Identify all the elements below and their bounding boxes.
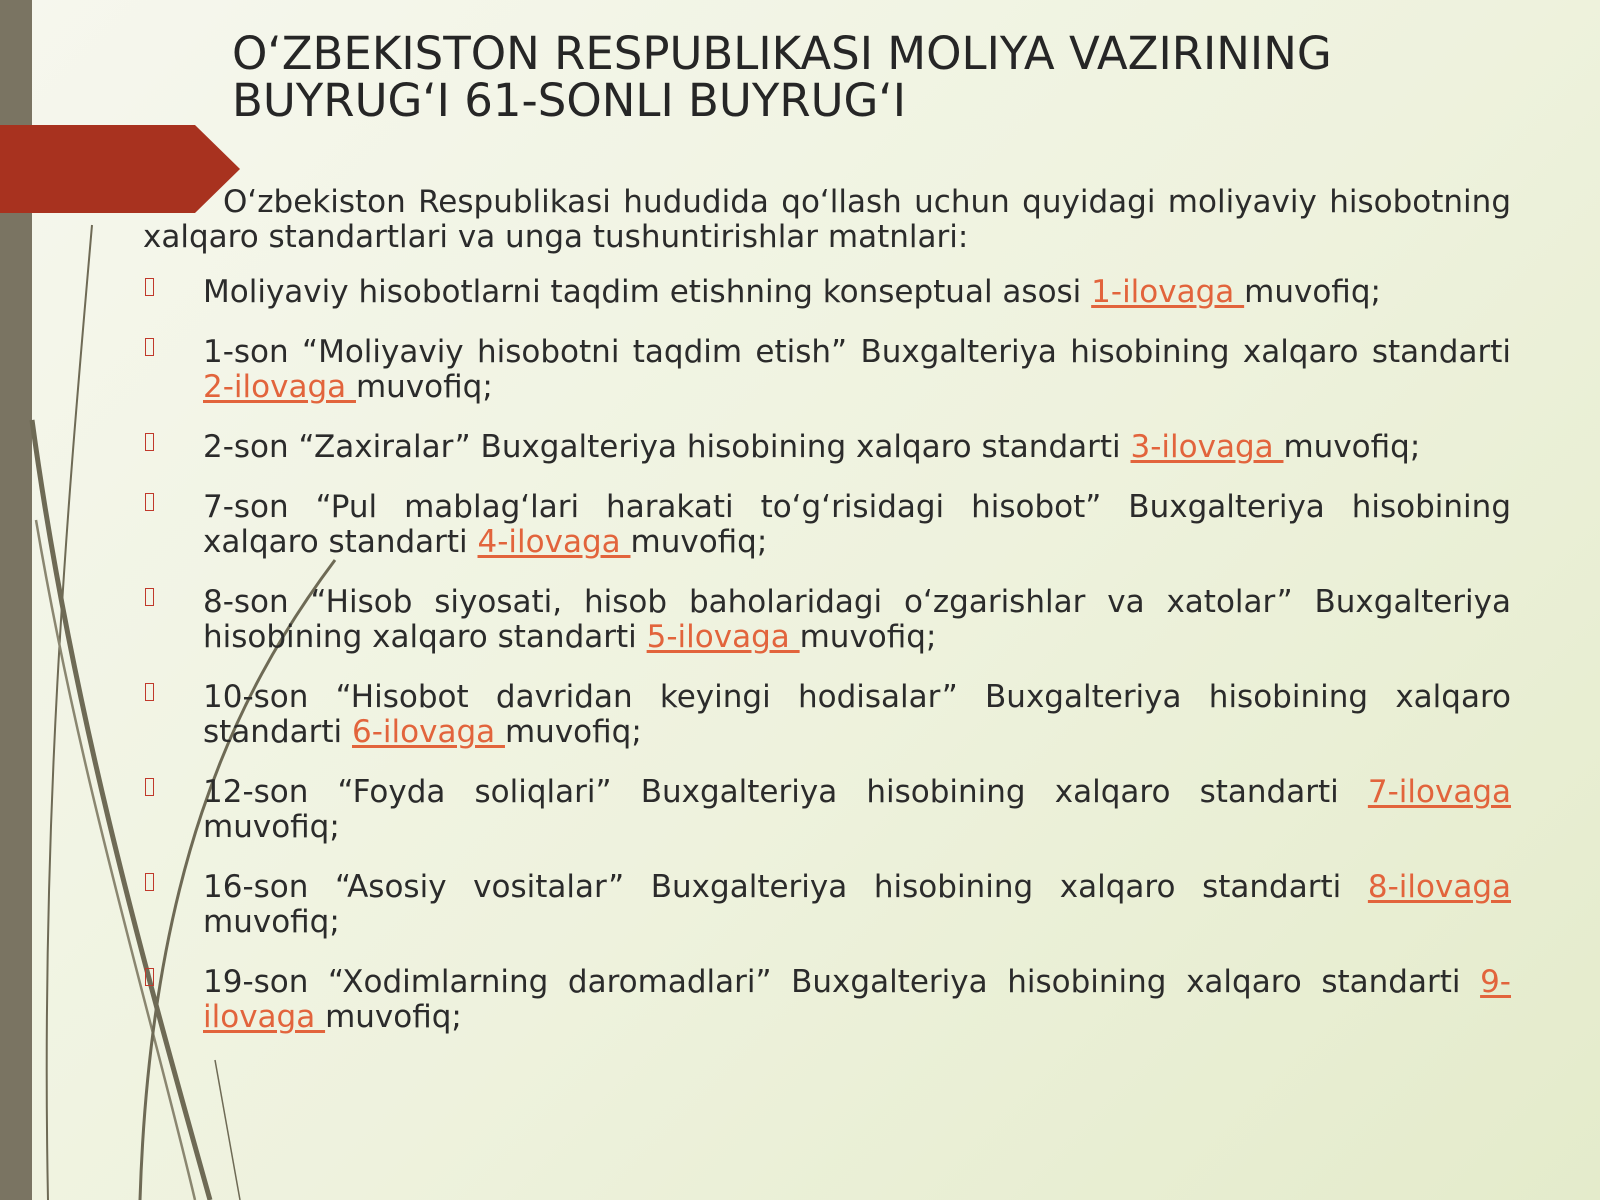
- annex-link-7[interactable]: 7-ilovaga: [1367, 774, 1511, 810]
- title-line-2: BUYRUG‘I 61-SONLI BUYRUG‘I: [232, 74, 906, 127]
- item-suffix: muvofiq;: [504, 714, 642, 750]
- item-suffix: muvofiq;: [203, 904, 340, 940]
- list-item: [143, 775, 1511, 845]
- list-item: [143, 680, 1511, 750]
- annex-link-1[interactable]: 1-ilovaga: [1091, 274, 1245, 310]
- list-item: [143, 490, 1511, 560]
- item-text: 16-son “Asosiy vositalar” Buxgalteriya hisobining xalqaro standarti: [203, 869, 1368, 905]
- item-suffix: muvofiq;: [1283, 429, 1421, 465]
- item-text: 7-son “Pul mablag‘lari harakati to‘g‘risidagi hisobot” Buxgalteriya hisobining xalqaro standarti: [203, 489, 1511, 560]
- bullet-icon: [143, 276, 159, 302]
- item-suffix: muvofiq;: [355, 369, 493, 405]
- bullet-icon: [143, 491, 159, 517]
- bullet-icon: [143, 586, 159, 612]
- list-item: [143, 585, 1511, 655]
- item-text: 8-son “Hisob siyosati, hisob baholaridagi o‘zgarishlar va xatolar” Buxgalteriya hisobining xalqaro standarti: [203, 584, 1511, 655]
- bullet-icon: [143, 776, 159, 802]
- annex-link-9[interactable]: 9-ilovaga: [203, 964, 1511, 1035]
- annex-link-5[interactable]: 5-ilovaga: [646, 619, 800, 655]
- intro-paragraph: O‘zbekiston Respublikasi hududida qo‘llash uchun quyidagi moliyaviy hisobotning xalqaro standartlari va unga tushuntirishlar matnlari:: [143, 184, 1511, 255]
- content-body: [143, 185, 1511, 1060]
- item-suffix: muvofiq;: [203, 809, 340, 845]
- annex-link-8[interactable]: 8-ilovaga: [1367, 869, 1511, 905]
- item-text: 1-son “Moliyaviy hisobotni taqdim etish” Buxgalteriya hisobining xalqaro standarti: [203, 334, 1511, 370]
- title-line-1: O‘ZBEKISTON RESPUBLIKASI MOLIYA VAZIRINING: [232, 27, 1332, 80]
- list-item: [143, 335, 1511, 405]
- item-suffix: muvofiq;: [1244, 274, 1381, 310]
- bullet-icon: [143, 871, 159, 897]
- annex-link-3[interactable]: 3-ilovaga: [1130, 429, 1284, 465]
- item-text: Moliyaviy hisobotlarni taqdim etishning konseptual asosi: [203, 274, 1092, 310]
- bullet-icon: [143, 681, 159, 707]
- list-item: [143, 275, 1511, 310]
- standards-list: [143, 275, 1511, 1035]
- item-text: 2-son “Zaxiralar” Buxgalteriya hisobining xalqaro standarti: [203, 429, 1131, 465]
- item-suffix: muvofiq;: [630, 524, 768, 560]
- annex-link-6[interactable]: 6-ilovaga: [352, 714, 505, 750]
- list-item: [143, 965, 1511, 1035]
- annex-link-4[interactable]: 4-ilovaga: [477, 524, 631, 560]
- bullet-icon: [143, 336, 159, 362]
- item-text: 10-son “Hisobot davridan keyingi hodisalar” Buxgalteriya hisobining xalqaro standarti: [203, 679, 1511, 750]
- item-text: 12-son “Foyda soliqlari” Buxgalteriya hisobining xalqaro standarti: [203, 774, 1368, 810]
- bullet-icon: [143, 966, 159, 992]
- item-suffix: muvofiq;: [325, 999, 462, 1035]
- list-item: [143, 430, 1511, 465]
- page-title: [232, 27, 1532, 127]
- bullet-icon: [143, 431, 159, 457]
- item-suffix: muvofiq;: [799, 619, 937, 655]
- list-item: [143, 870, 1511, 940]
- annex-link-2[interactable]: 2-ilovaga: [203, 369, 356, 405]
- item-text: 19-son “Xodimlarning daromadlari” Buxgalteriya hisobining xalqaro standarti: [203, 964, 1481, 1000]
